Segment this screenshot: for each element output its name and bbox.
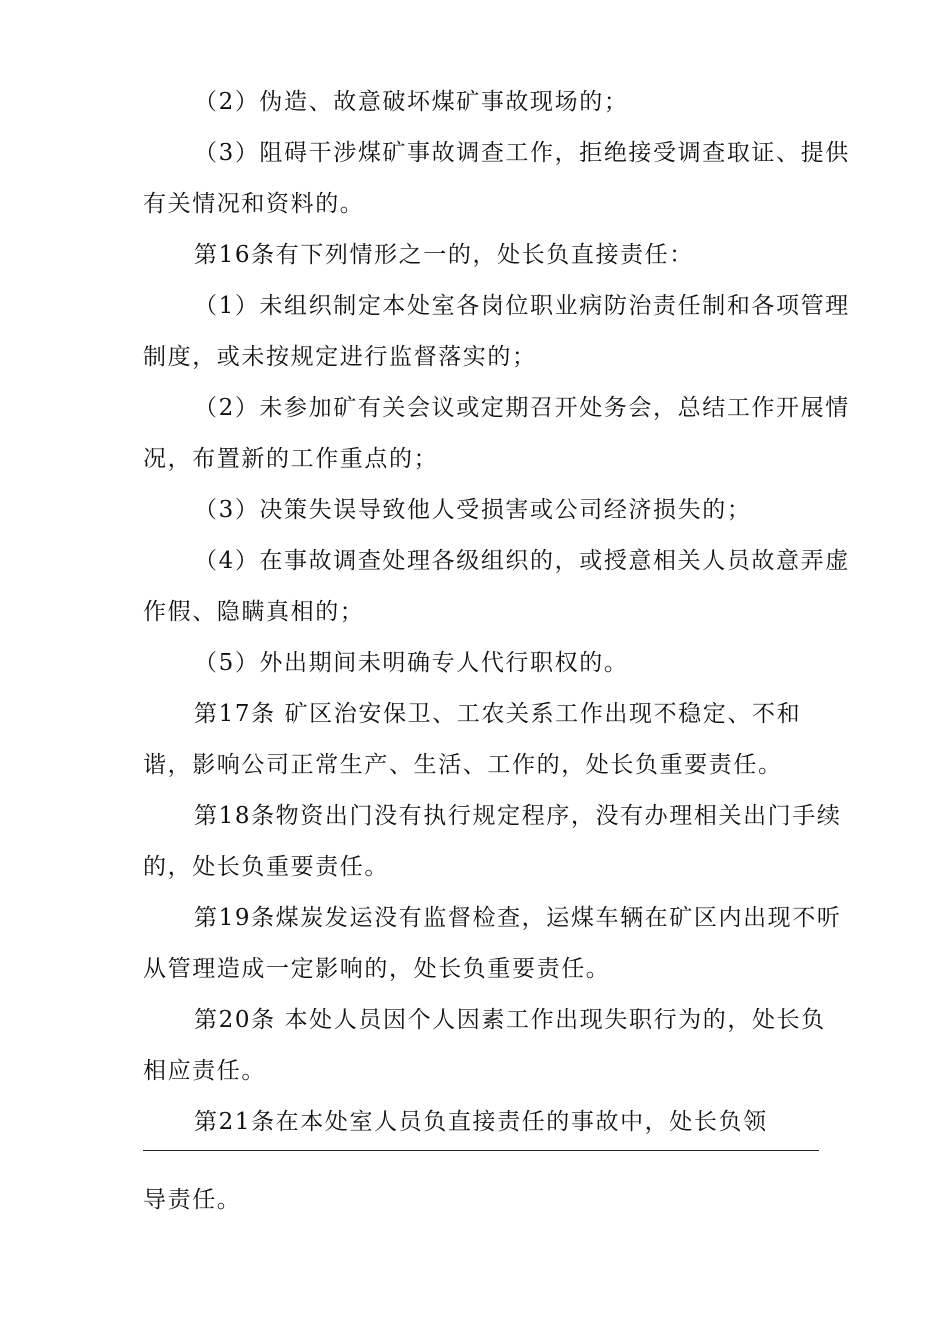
- text-line: 第16条有下列情形之一的，处长负直接责任：: [194, 242, 694, 268]
- text-line: 有关情况和资料的。: [143, 191, 365, 217]
- text-line: 况，布置新的工作重点的；: [143, 446, 439, 472]
- text-line: 从管理造成一定影响的，处长负重要责任。: [143, 956, 611, 982]
- text-line: 谐，影响公司正常生产、生活、工作的，处长负重要责任。: [143, 752, 783, 778]
- text-line: （5）外出期间未明确专人代行职权的。: [194, 650, 629, 676]
- text-line: 第18条物资出门没有执行规定程序，没有办理相关出门手续: [194, 803, 842, 829]
- text-line: （2）未参加矿有关会议或定期召开处务会，总结工作开展情: [194, 395, 850, 421]
- page-divider: [143, 1150, 819, 1151]
- text-line: 作假、隐瞒真相的；: [143, 599, 365, 625]
- text-line: （2）伪造、故意破坏煤矿事故现场的；: [194, 89, 629, 115]
- text-line: 相应责任。: [143, 1058, 266, 1084]
- text-line: 第17条 矿区治安保卫、工农关系工作出现不稳定、不和: [194, 701, 802, 727]
- text-line: 第20条 本处人员因个人因素工作出现失职行为的，处长负: [194, 1007, 826, 1033]
- text-line: 第21条在本处室人员负直接责任的事故中，处长负领: [194, 1109, 768, 1135]
- text-line: 第19条煤炭发运没有监督检查，运煤车辆在矿区内出现不听: [194, 905, 842, 931]
- text-line: 导责任。: [143, 1187, 242, 1213]
- text-line: 的，处长负重要责任。: [143, 854, 389, 880]
- text-line: （3）阻碍干涉煤矿事故调查工作，拒绝接受调查取证、提供: [194, 140, 850, 166]
- text-line: （1）未组织制定本处室各岗位职业病防治责任制和各项管理: [194, 293, 850, 319]
- text-line: 制度，或未按规定进行监督落实的；: [143, 344, 537, 370]
- text-line: （3）决策失误导致他人受损害或公司经济损失的；: [194, 497, 752, 523]
- text-line: （4）在事故调查处理各级组织的，或授意相关人员故意弄虚: [194, 548, 850, 574]
